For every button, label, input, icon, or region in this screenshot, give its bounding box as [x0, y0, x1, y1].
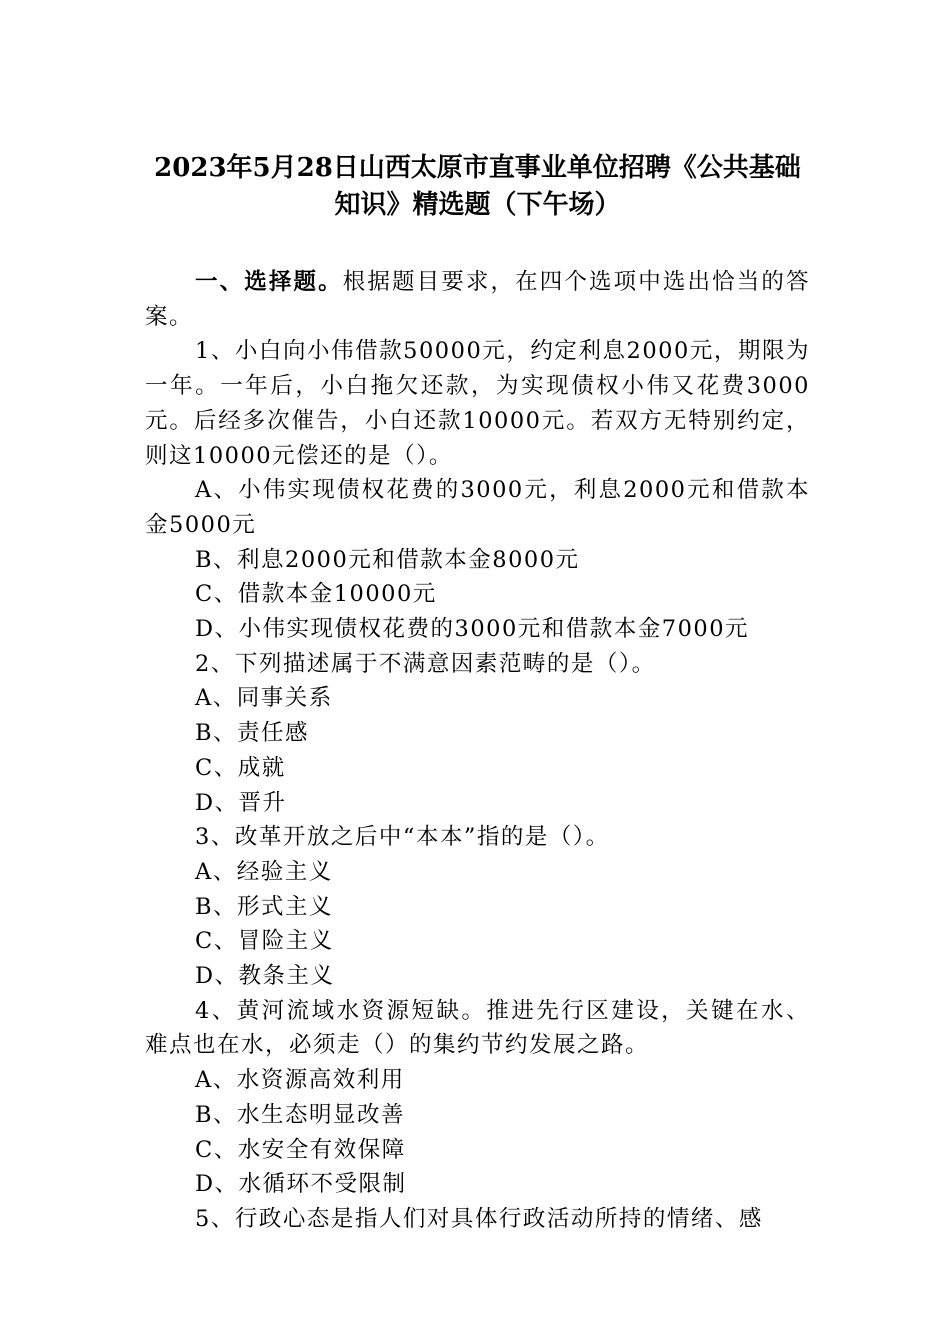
question-option: A、小伟实现债权花费的3000元，利息2000元和借款本金5000元 — [145, 477, 810, 538]
question-option: B、利息2000元和借款本金8000元 — [195, 546, 580, 573]
question-option: B、形式主义 — [195, 893, 334, 920]
question-option: D、教条主义 — [195, 963, 335, 990]
question-option: B、水生态明显改善 — [195, 1101, 406, 1128]
question-option: C、水安全有效保障 — [195, 1136, 406, 1163]
question-stem: 4、黄河流域水资源短缺。推进先行区建设，关键在水、难点也在水，必须走（）的集约节约发展之路。 — [145, 997, 810, 1059]
question-option: C、借款本金10000元 — [195, 581, 437, 608]
question-option: D、晋升 — [195, 789, 287, 816]
section-instruction: 根据题目要求，在四个选项中选出恰当的答案。 — [145, 269, 810, 330]
document-body — [145, 265, 810, 1237]
question-option: B、责任感 — [195, 720, 310, 747]
question-option: D、小伟实现债权花费的3000元和借款本金7000元 — [195, 616, 750, 643]
question-option: A、水资源高效利用 — [195, 1067, 405, 1094]
question-option: D、水循环不受限制 — [195, 1171, 407, 1198]
question-stem: 1、小白向小伟借款50000元，约定利息2000元，期限为一年。一年后，小白拖欠还款，为实现债权小伟又花费3000元。后经多次催告，小白还款10000元。若双方无特别约定，则这10000元偿还的是（）。 — [145, 338, 810, 469]
question-option: A、经验主义 — [195, 858, 333, 885]
document-page — [145, 150, 810, 1237]
document-title: 2023年5月28日山西太原市直事业单位招聘《公共基础知识》精选题（下午场） — [154, 153, 801, 220]
question-option: C、成就 — [195, 754, 286, 781]
question-option: A、同事关系 — [195, 685, 333, 712]
question-stem: 2、下列描述属于不满意因素范畴的是（）。 — [195, 650, 656, 677]
question-option: C、冒险主义 — [195, 928, 334, 955]
question-stem: 3、改革开放之后中“本本”指的是（）。 — [195, 824, 610, 851]
question-stem: 5、行政心态是指人们对具体行政活动所持的情绪、感 — [195, 1205, 763, 1232]
section-intro — [145, 265, 810, 334]
section-heading: 一、选择题。 — [195, 269, 343, 295]
